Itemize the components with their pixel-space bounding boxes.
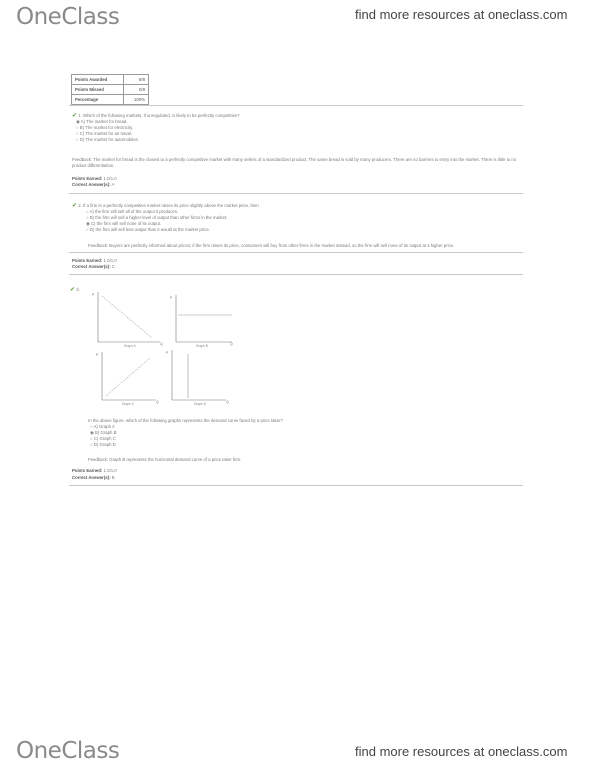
- question-prompt: In the above figure, which of the following graphs represents the demand curve faced by a price taker?: [88, 418, 283, 423]
- question-feedback: Feedback: Buyers are perfectly informed about prices; if the firm raises its price, consumers will buy from other firms in the market instead, so the firm will sell none of its output at a higher price.: [88, 243, 455, 248]
- divider: [69, 274, 523, 275]
- points-earned: Points Earned: 1.0/1.0: [72, 176, 117, 181]
- summary-row: [72, 85, 149, 95]
- answer-option[interactable]: ◉ B) Graph B: [90, 430, 117, 435]
- answer-option[interactable]: ◉ C) the firm will sell none of its output.: [86, 221, 162, 226]
- svg-text:P: P: [170, 296, 173, 300]
- graph-label: Graph D: [194, 402, 207, 406]
- divider: [69, 485, 523, 486]
- axis-x-label: Q: [160, 342, 163, 346]
- svg-text:P: P: [96, 353, 99, 357]
- logo-text: OneClass: [16, 738, 120, 764]
- oneclass-logo: [16, 6, 119, 29]
- correct-answer: Correct Answer(s): C: [72, 264, 115, 269]
- axis-y-label: P: [92, 293, 95, 297]
- question-number: 1.: [78, 113, 82, 118]
- oneclass-logo: [16, 740, 119, 763]
- answer-option[interactable]: ○ D) The market for automobiles.: [76, 137, 139, 142]
- divider: [69, 193, 523, 194]
- correct-answer: Correct Answer(s): B: [72, 475, 115, 480]
- answer-option[interactable]: ○ D) the firm will sell less output than it would at the market price.: [86, 227, 210, 232]
- answer-option[interactable]: ○ B) The market for electricity.: [76, 125, 134, 130]
- divider: [69, 252, 523, 253]
- points-earned: Points Earned: 1.0/1.0: [72, 258, 117, 263]
- graph-c: [96, 352, 159, 406]
- question-3-header: [70, 287, 80, 293]
- graph-label: Graph A: [124, 344, 136, 348]
- summary-label: Points Missed: [72, 85, 124, 95]
- correct-check-icon: ✔: [72, 113, 78, 119]
- divider: [69, 105, 523, 106]
- summary-value: 100%: [124, 95, 149, 105]
- svg-text:Q: Q: [230, 342, 233, 346]
- answer-option[interactable]: ○ D) Graph D: [90, 442, 116, 447]
- graph-d: [166, 350, 229, 406]
- summary-row: [72, 75, 149, 85]
- question-prompt: If a firm in a perfectly competitive market raises its price slightly above the market price, then: [83, 203, 259, 208]
- logo-text: OneClass: [16, 4, 120, 30]
- question-prompt: Which of the following markets, if unregulated, is likely to be perfectly competitive?: [83, 113, 240, 118]
- correct-check-icon: ✔: [72, 203, 78, 209]
- points-earned: Points Earned: 1.0/1.0: [72, 468, 117, 473]
- question-number: 2.: [78, 203, 82, 208]
- footer-tagline[interactable]: find more resources at oneclass.com: [355, 744, 568, 759]
- graph-label: Graph B: [196, 344, 208, 348]
- q3-graphs-figure: [90, 290, 250, 410]
- summary-label: Percentage: [72, 95, 124, 105]
- summary-row: [72, 95, 149, 105]
- svg-text:Q: Q: [156, 400, 159, 404]
- summary-value: 8/8: [124, 75, 149, 85]
- correct-check-icon: ✔: [70, 287, 76, 293]
- answer-option[interactable]: ○ A) the firm will sell all of the output it produces.: [86, 209, 179, 214]
- answer-option[interactable]: ○ C) The market for air travel.: [76, 131, 133, 136]
- graph-label: Graph C: [122, 402, 135, 406]
- answer-option[interactable]: ○ C) Graph C: [90, 436, 116, 441]
- summary-label: Points Awarded: [72, 75, 124, 85]
- answer-option[interactable]: ◉ A) The market for bread.: [76, 119, 128, 124]
- answer-option[interactable]: ○ B) the firm will sell a higher level of output than other firms in the market.: [86, 215, 228, 220]
- score-summary-table: [71, 74, 149, 105]
- svg-text:Q: Q: [226, 400, 229, 404]
- question-feedback: Feedback: Graph B represents the horizontal demand curve of a price taker firm.: [88, 457, 242, 462]
- question-2: [72, 203, 259, 233]
- svg-text:P: P: [166, 351, 169, 355]
- summary-value: 0/8: [124, 85, 149, 95]
- graph-a: [92, 292, 163, 348]
- question-3: [88, 418, 283, 448]
- question-1: [72, 113, 239, 143]
- question-feedback: Feedback: The market for bread is the closest to a perfectly competitive market with many sellers of a standardized product. The same bread is sold by many producers. There are no barriers to entry into the market. There is little to no product differentiation.: [72, 157, 517, 168]
- header-tagline[interactable]: find more resources at oneclass.com: [355, 7, 568, 22]
- question-number: 3.: [76, 287, 80, 292]
- graph-b: [170, 295, 233, 348]
- answer-option[interactable]: ○ A) Graph A: [90, 424, 115, 429]
- correct-answer: Correct Answer(s): A: [72, 182, 115, 187]
